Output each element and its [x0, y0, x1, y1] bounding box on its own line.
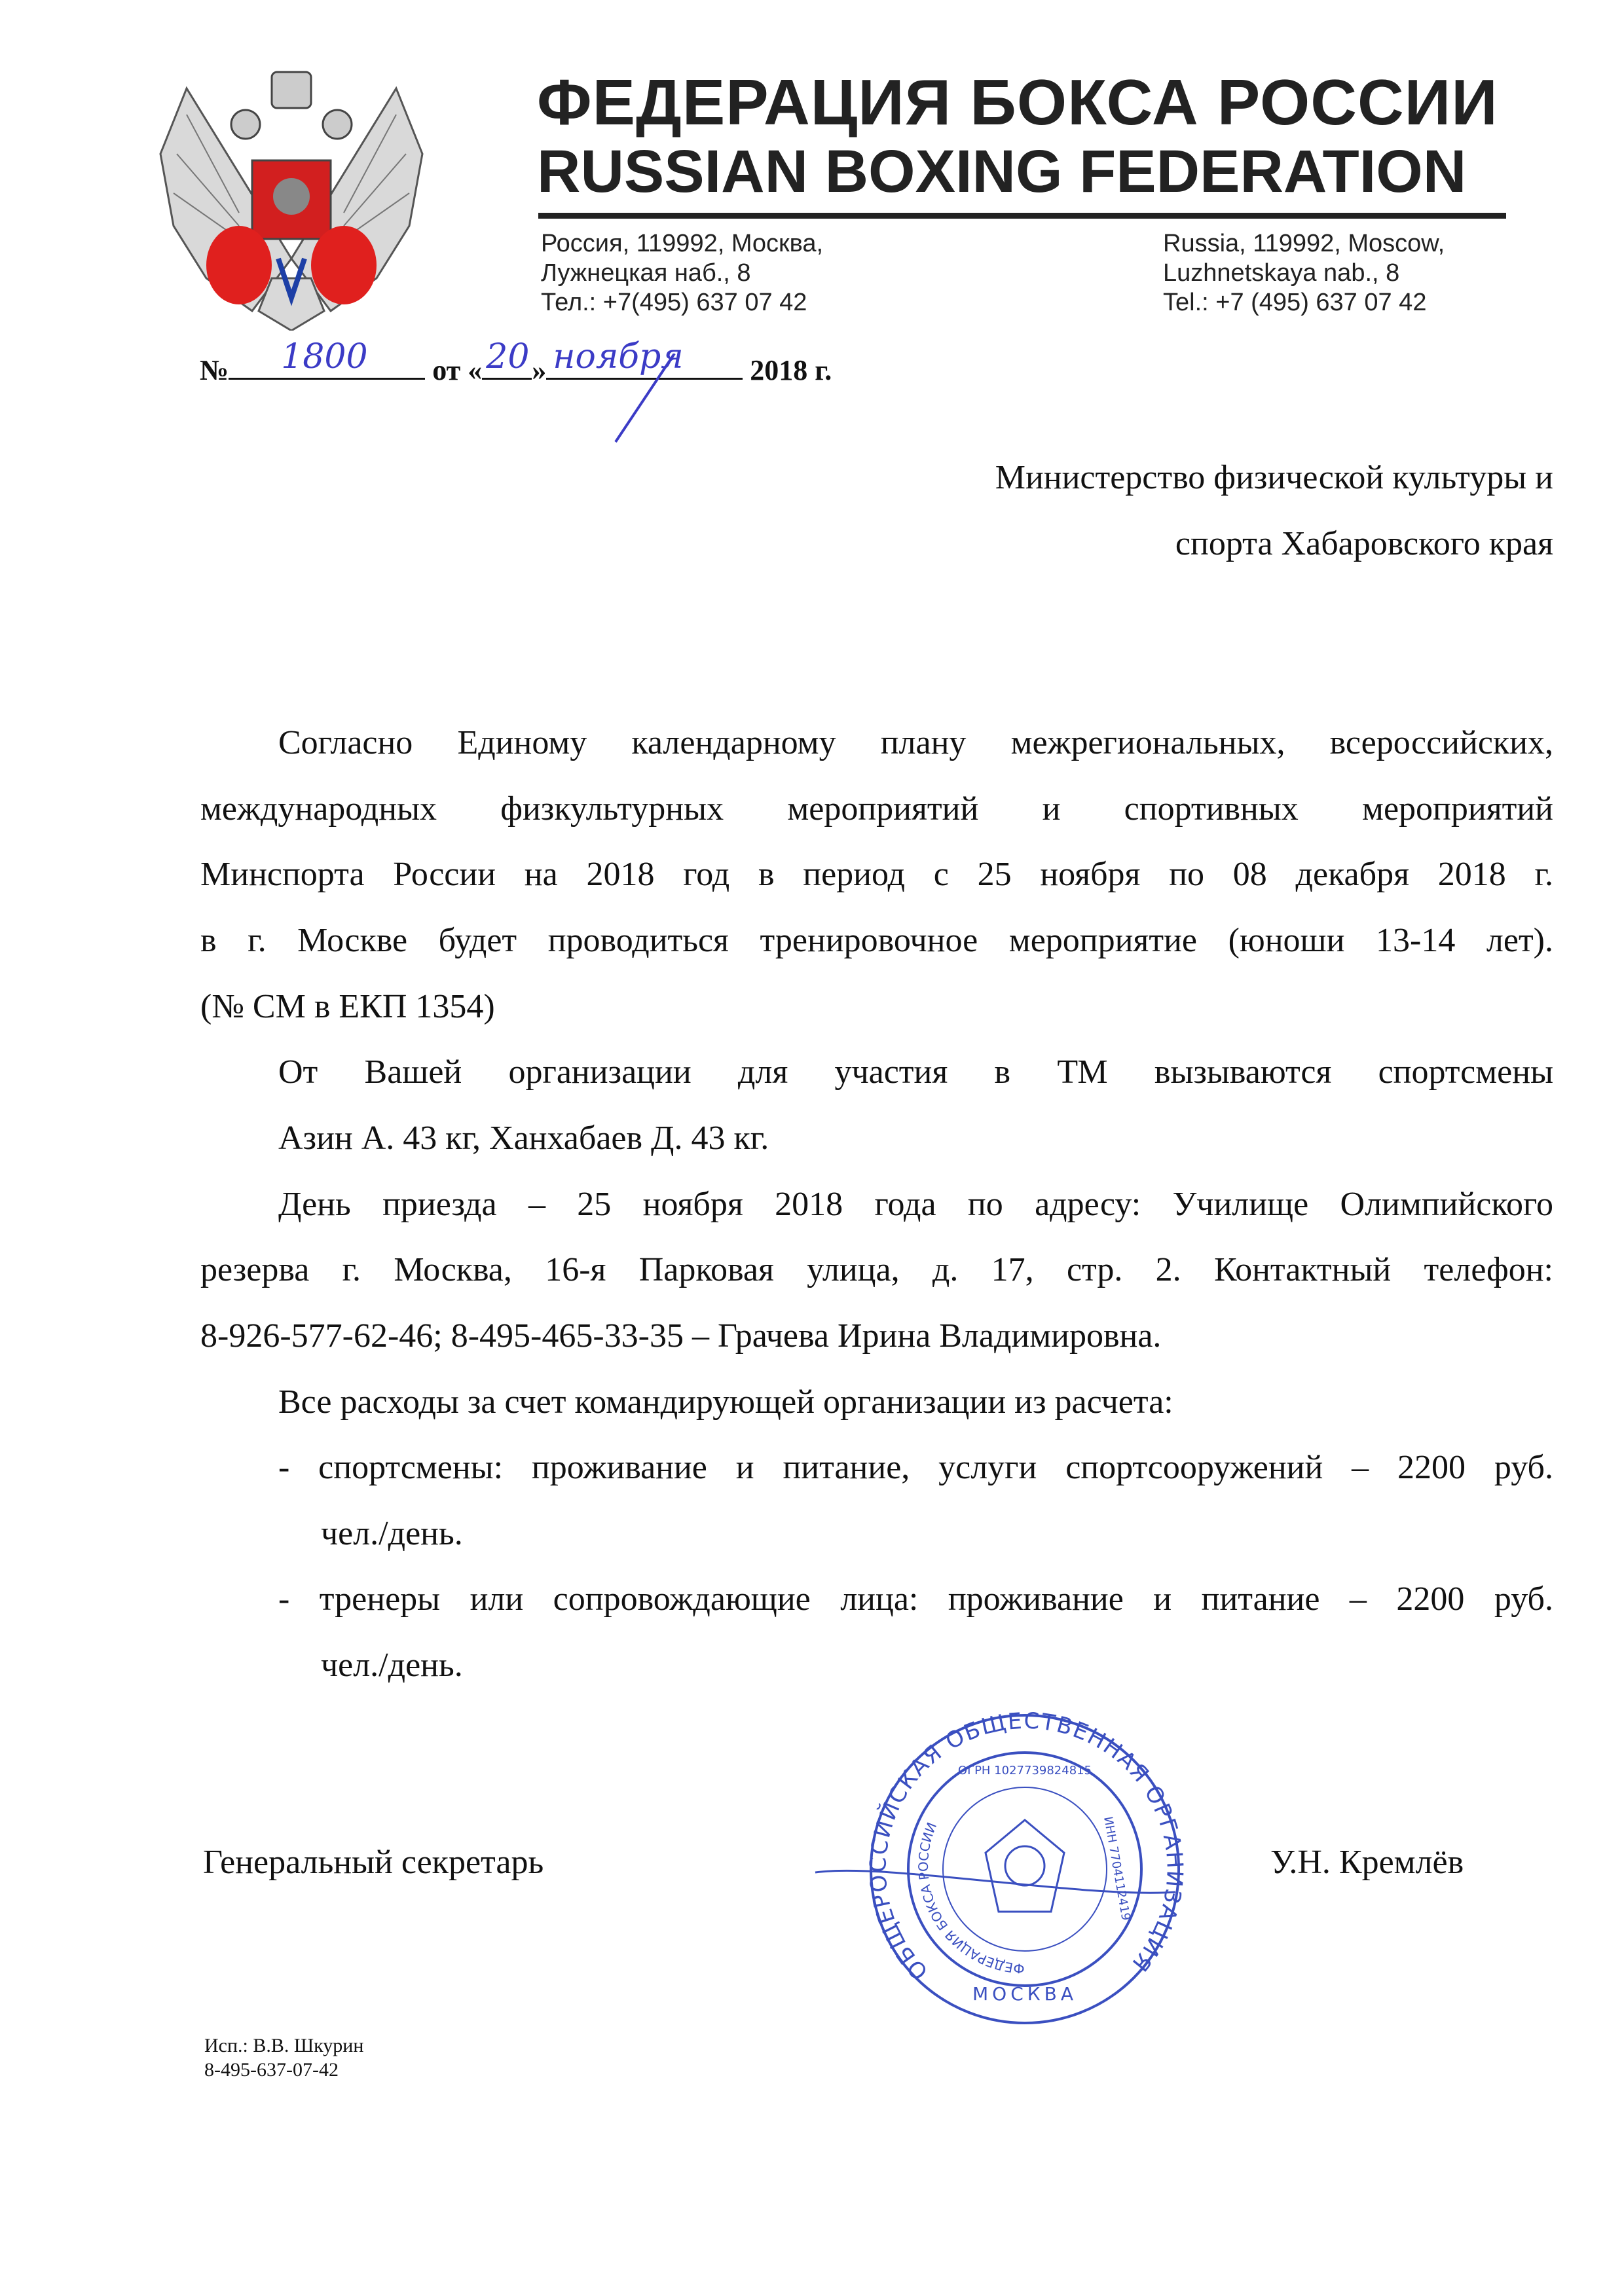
body-line: День приезда – 25 ноября 2018 года по адресу: Училище Олимпийского [278, 1186, 1553, 1223]
executor-name: Исп.: В.В. Шкурин [204, 2035, 364, 2056]
handwritten-month: ноября [553, 337, 684, 376]
signatory-name: У.Н. Кремлёв [1270, 1844, 1464, 1881]
address-line: Luzhnetskaya nab., 8 [1163, 259, 1400, 287]
year-label: 2018 г. [750, 354, 832, 386]
day-blank [482, 337, 532, 380]
body-line: Минспорта России на 2018 год в период с 25 ноября по 08 декабря 2018 г. [200, 856, 1553, 893]
stamp-city: МОСКВА [972, 1983, 1077, 2005]
signatory-title: Генеральный секретарь [203, 1844, 544, 1881]
body-line: От Вашей организации для участия в ТМ вызываются спортсмены [278, 1053, 1553, 1091]
stamp-inn: ИНН 7704112419 [1101, 1815, 1133, 1922]
stamp-ogrn: ОГРН 1027739824815 [957, 1764, 1092, 1777]
org-name-ru: ФЕДЕРАЦИЯ БОКСА РОССИИ [537, 66, 1498, 138]
official-stamp [809, 1702, 1202, 2043]
body-line: (№ СМ в ЕКП 1354) [200, 988, 495, 1025]
number-blank [229, 337, 425, 380]
address-en [1163, 229, 1445, 318]
body-line: в г. Москве будет проводиться тренировочное мероприятие (юноши 13-14 лет). [200, 922, 1553, 959]
quote-close: » [532, 354, 547, 386]
body-line: международных физкультурных мероприятий и спортивных мероприятий [200, 790, 1553, 828]
list-item-line: - тренеры или сопровождающие лица: проживание и питание – 2200 руб. [278, 1580, 1553, 1618]
handwritten-number: 1800 [281, 337, 368, 376]
svg-text:ФЕДЕРАЦИЯ БОКСА РОССИИ [915, 1820, 1025, 1977]
list-item-line: чел./день. [321, 1647, 463, 1684]
executor-phone: 8-495-637-07-42 [204, 2059, 339, 2081]
address-line: Тел.: +7(495) 637 07 42 [541, 289, 807, 316]
stamp-outer-text: ОБЩЕРОССИЙСКАЯ ОБЩЕСТВЕННАЯ ОРГАНИЗАЦИЯ [865, 1707, 1188, 1985]
address-line: Russia, 119992, Moscow, [1163, 230, 1445, 257]
list-item-line: чел./день. [321, 1515, 463, 1552]
handwritten-stroke [602, 354, 681, 445]
address-ru [541, 229, 823, 318]
body-line: Все расходы за счет командирующей организации из расчета: [278, 1383, 1173, 1421]
federation-eagle-logo [147, 62, 435, 331]
list-item-line: - спортсмены: проживание и питание, услуги спортсооружений – 2200 руб. [278, 1449, 1553, 1486]
body-line: 8-926-577-62-46; 8-495-465-33-35 – Грачева Ирина Владимировна. [200, 1317, 1162, 1355]
body-line: резерва г. Москва, 16-я Парковая улица, д. 17, стр. 2. Контактный телефон: [200, 1251, 1553, 1288]
number-label: № [200, 354, 229, 386]
recipient-line: Министерство физической культуры и [995, 459, 1553, 496]
quote-open: « [468, 354, 483, 386]
registration-line [200, 337, 832, 387]
body-line: Азин А. 43 кг, Ханхабаев Д. 43 кг. [278, 1120, 769, 1157]
handwritten-day: 20 [486, 337, 530, 376]
address-line: Россия, 119992, Москва, [541, 230, 824, 257]
date-from-label: от [432, 354, 461, 386]
org-name-en: RUSSIAN BOXING FEDERATION [537, 138, 1467, 205]
address-line: Лужнецкая наб., 8 [541, 259, 751, 287]
stamp-emblem-icon [986, 1820, 1064, 1912]
address-line: Tel.: +7 (495) 637 07 42 [1163, 289, 1427, 316]
stamp-inner-text: ФЕДЕРАЦИЯ БОКСА РОССИИ [915, 1820, 1025, 1977]
header-divider [538, 213, 1506, 219]
body-line: Согласно Единому календарному плану межрегиональных, всероссийских, [278, 724, 1553, 761]
recipient-line: спорта Хабаровского края [1175, 525, 1553, 562]
